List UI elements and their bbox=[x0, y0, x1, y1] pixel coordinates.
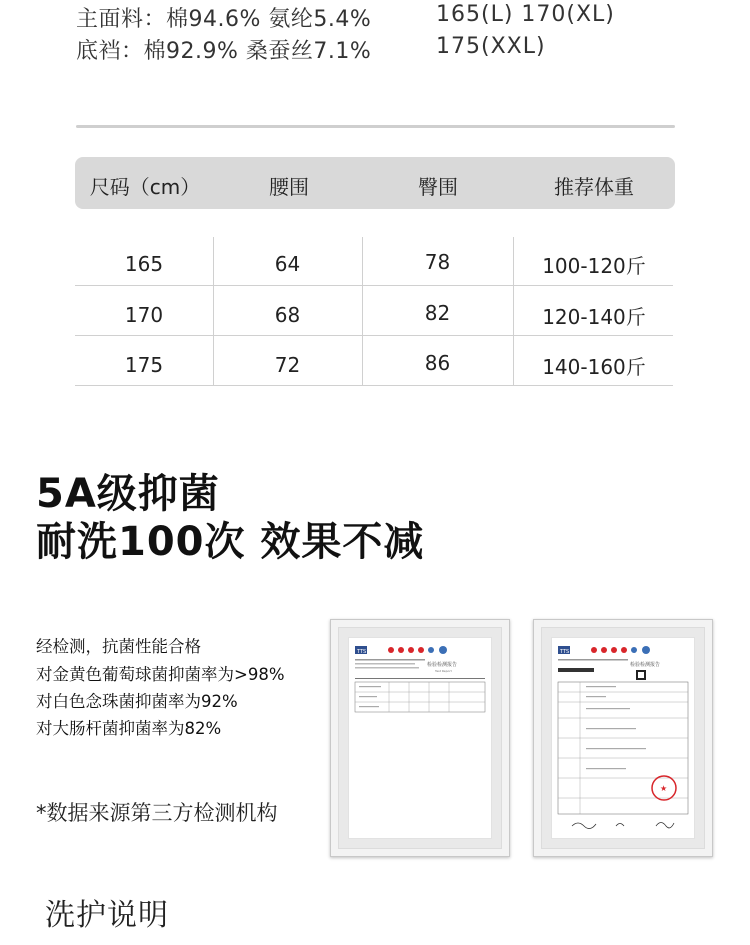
size-options-line1: 165(L) 170(XL) bbox=[436, 2, 615, 27]
test-report-image bbox=[348, 637, 492, 839]
report-subtitle: Test Report bbox=[435, 669, 452, 673]
svg-text:★: ★ bbox=[660, 784, 668, 793]
size-options-line2: 175(XXL) bbox=[436, 34, 546, 59]
test-report-frame bbox=[533, 619, 713, 857]
report-title: 检验检测报告 bbox=[630, 662, 661, 668]
fabric-gusset-text: 底裆：棉92.9% 桑蚕丝7.1% bbox=[76, 39, 372, 64]
section-divider bbox=[76, 125, 675, 128]
table-row-divider bbox=[75, 385, 673, 386]
cell-waist: 64 bbox=[274, 252, 301, 276]
report-title: 检验检测报告 bbox=[427, 662, 458, 668]
care-instructions-title: 洗护说明 bbox=[45, 898, 169, 933]
claim-line: 对金黄色葡萄球菌抑菌率为>98% bbox=[36, 665, 285, 684]
table-row-divider bbox=[75, 285, 673, 286]
claim-line: 经检测，抗菌性能合格 bbox=[36, 637, 201, 656]
cell-size: 170 bbox=[124, 303, 164, 327]
table-row-divider bbox=[75, 335, 673, 336]
report-logo-text: TTS bbox=[560, 649, 570, 655]
cell-hip: 82 bbox=[424, 301, 451, 325]
cell-weight: 120-140斤 bbox=[542, 305, 646, 329]
claim-line: 对大肠杆菌抑菌率为82% bbox=[36, 719, 222, 738]
header-size-label: 尺码（cm） bbox=[89, 175, 201, 199]
header-weight: 推荐体重 bbox=[554, 175, 634, 199]
claim-line: 对白色念珠菌抑菌率为92% bbox=[36, 692, 238, 711]
header-waist: 腰围 bbox=[269, 175, 309, 199]
header-size bbox=[75, 171, 215, 200]
cell-weight: 140-160斤 bbox=[542, 355, 646, 379]
report-logo-text: TTS bbox=[357, 649, 367, 655]
cell-hip: 78 bbox=[424, 250, 451, 274]
header-hip: 臀围 bbox=[418, 175, 458, 199]
cell-waist: 68 bbox=[274, 303, 301, 327]
cell-hip: 86 bbox=[424, 351, 451, 375]
wash-durability-headline: 耐洗100次 效果不减 bbox=[36, 519, 425, 565]
data-source-note: *数据来源第三方检测机构 bbox=[36, 801, 278, 825]
test-report-frame bbox=[330, 619, 510, 857]
antibacterial-headline: 5A级抑菌 bbox=[36, 471, 220, 517]
test-report-image bbox=[551, 637, 695, 839]
cell-size: 175 bbox=[124, 353, 164, 377]
cell-size: 165 bbox=[124, 252, 164, 276]
fabric-main-text: 主面料：棉94.6% 氨纶5.4% bbox=[76, 7, 372, 32]
cell-weight: 100-120斤 bbox=[542, 254, 646, 278]
cell-waist: 72 bbox=[274, 353, 301, 377]
